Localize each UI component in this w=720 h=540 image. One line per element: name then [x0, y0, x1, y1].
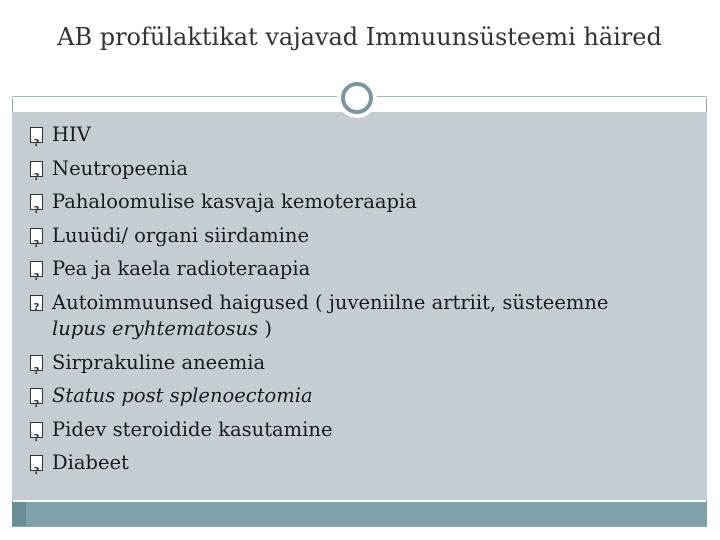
bullet-list: [28, 118, 698, 480]
list-item: [28, 290, 698, 342]
bullet-text-end: ): [258, 316, 272, 340]
missing-glyph-box-icon: [30, 355, 43, 371]
bullet-text: Pahaloomulise kasvaja kemoteraapia: [52, 190, 417, 213]
ring-icon: [341, 82, 373, 114]
bullet-text: Luuüdi/ organi siirdamine: [52, 223, 310, 247]
list-item: [28, 379, 698, 413]
missing-glyph-box-icon: [30, 228, 43, 244]
list-item: [28, 219, 698, 253]
bullet-text: Status post splenoectomia: [52, 384, 313, 407]
list-item: [28, 252, 698, 286]
bullet-text: Pea ja kaela radioteraapia: [52, 257, 311, 280]
bullet-text: Neutropeenia: [52, 156, 189, 180]
missing-glyph-box-icon: [30, 161, 43, 177]
missing-glyph-box-icon: [30, 295, 43, 311]
missing-glyph-box-icon: [30, 388, 43, 404]
list-item: [28, 446, 698, 480]
missing-glyph-box-icon: [30, 422, 43, 438]
footer-bar: [12, 502, 707, 526]
missing-glyph-box-icon: [30, 194, 43, 210]
list-item: [28, 152, 698, 186]
missing-glyph-box-icon: [30, 127, 43, 143]
missing-glyph-box-icon: [30, 261, 43, 277]
slide-title: AB profülaktikat vajavad Immuunsüsteemi häired: [57, 23, 662, 51]
footer-accent: [12, 502, 26, 526]
list-item: [28, 346, 698, 380]
list-item: [28, 413, 698, 447]
bullet-text: Pidev steroidide kasutamine: [52, 417, 333, 441]
bullet-text-italic: lupus eryhtematosus: [52, 316, 259, 340]
bullet-text: Autoimmuunsed haigused ( juveniilne artriit, süsteemne: [52, 290, 609, 314]
bullet-text: HIV: [52, 123, 91, 146]
list-item: [28, 185, 698, 219]
missing-glyph-box-icon: [30, 455, 43, 471]
bullet-text: Sirprakuline aneemia: [52, 350, 266, 374]
list-item: [28, 118, 698, 152]
bullet-text: Diabeet: [52, 451, 129, 474]
